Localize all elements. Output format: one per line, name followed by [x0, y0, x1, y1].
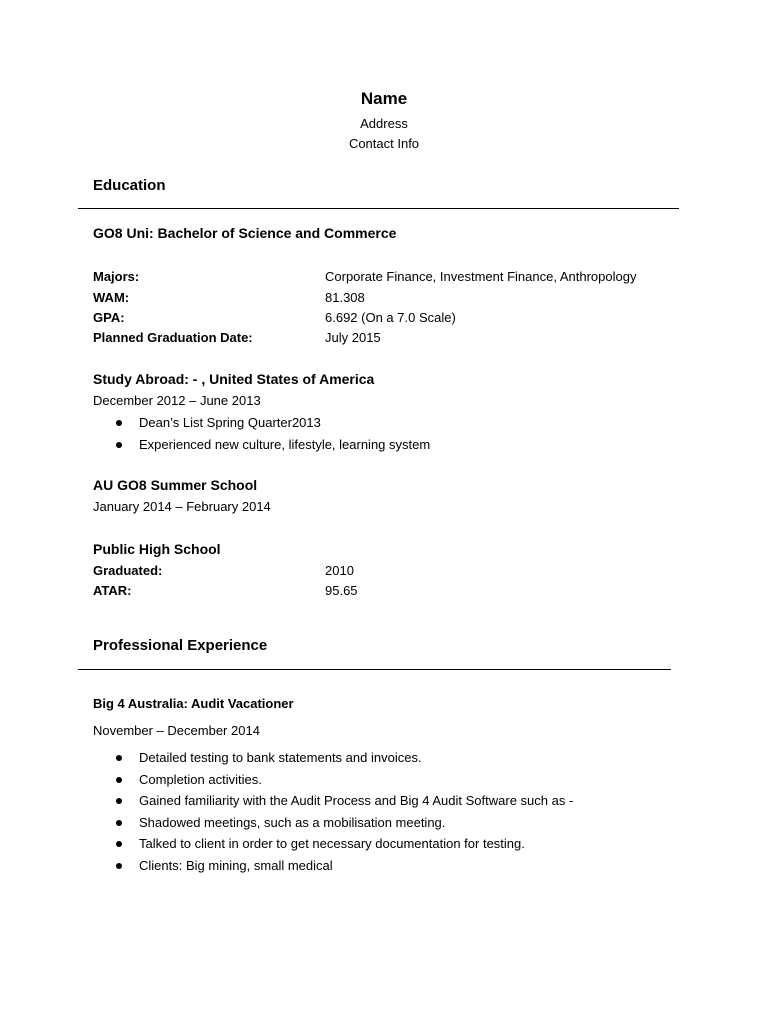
graduated-value: 2010	[325, 563, 354, 578]
bullet-icon	[116, 798, 122, 804]
study-abroad-heading: Study Abroad: - , United States of America	[93, 371, 375, 387]
experience-role: Big 4 Australia: Audit Vacationer	[93, 696, 294, 711]
gpa-label: GPA:	[93, 310, 125, 325]
atar-label: ATAR:	[93, 583, 132, 598]
graduated-label: Graduated:	[93, 563, 163, 578]
wam-label: WAM:	[93, 290, 130, 305]
list-item	[0, 750, 573, 772]
summer-school-heading: AU GO8 Summer School	[93, 477, 258, 493]
gpa-value: 6.692 (On a 7.0 Scale)	[325, 310, 456, 325]
education-section-title: Education	[93, 177, 166, 194]
list-item	[0, 772, 573, 794]
majors-label: Majors:	[93, 269, 140, 284]
study-abroad-bullets	[0, 415, 430, 458]
bullet-icon	[116, 777, 122, 783]
experience-bullets	[0, 750, 573, 879]
bullet-icon	[116, 820, 122, 826]
experience-dates: November – December 2014	[93, 723, 260, 738]
list-item-text: Detailed testing to bank statements and invoices.	[139, 750, 422, 765]
summer-school-dates: January 2014 – February 2014	[93, 499, 271, 514]
list-item	[0, 437, 430, 459]
graduation-date-label: Planned Graduation Date:	[93, 330, 253, 345]
university-heading: GO8 Uni: Bachelor of Science and Commerce	[93, 225, 397, 241]
high-school-heading: Public High School	[93, 541, 221, 557]
bullet-icon	[116, 420, 122, 426]
list-item	[0, 836, 573, 858]
graduation-date-value: July 2015	[325, 330, 381, 345]
list-item-text: Dean’s List Spring Quarter2013	[139, 415, 321, 430]
list-item	[0, 415, 430, 437]
list-item-text: Talked to client in order to get necessary documentation for testing.	[139, 836, 525, 851]
list-item	[0, 793, 573, 815]
study-abroad-dates: December 2012 – June 2013	[93, 393, 261, 408]
list-item-text: Shadowed meetings, such as a mobilisation meeting.	[139, 814, 446, 830]
list-item	[0, 815, 573, 837]
wam-value: 81.308	[325, 290, 365, 305]
bullet-icon	[116, 841, 122, 847]
majors-value: Corporate Finance, Investment Finance, Anthropology	[325, 269, 637, 284]
list-item-text: Clients: Big mining, small medical	[139, 857, 333, 873]
resume-contact-info: Contact Info	[348, 136, 420, 151]
experience-section-title: Professional Experience	[93, 637, 268, 654]
bullet-icon	[116, 863, 122, 869]
resume-name: Name	[360, 89, 408, 108]
list-item-text: Experienced new culture, lifestyle, learning system	[139, 436, 431, 452]
bullet-icon	[116, 442, 122, 448]
list-item-text: Completion activities.	[139, 771, 262, 787]
education-divider	[78, 208, 679, 209]
experience-divider	[78, 669, 671, 670]
list-item	[0, 858, 573, 880]
resume-address: Address	[360, 116, 408, 131]
list-item-text: Gained familiarity with the Audit Process and Big 4 Audit Software such as -	[139, 793, 574, 808]
bullet-icon	[116, 755, 122, 761]
atar-value: 95.65	[325, 583, 358, 598]
